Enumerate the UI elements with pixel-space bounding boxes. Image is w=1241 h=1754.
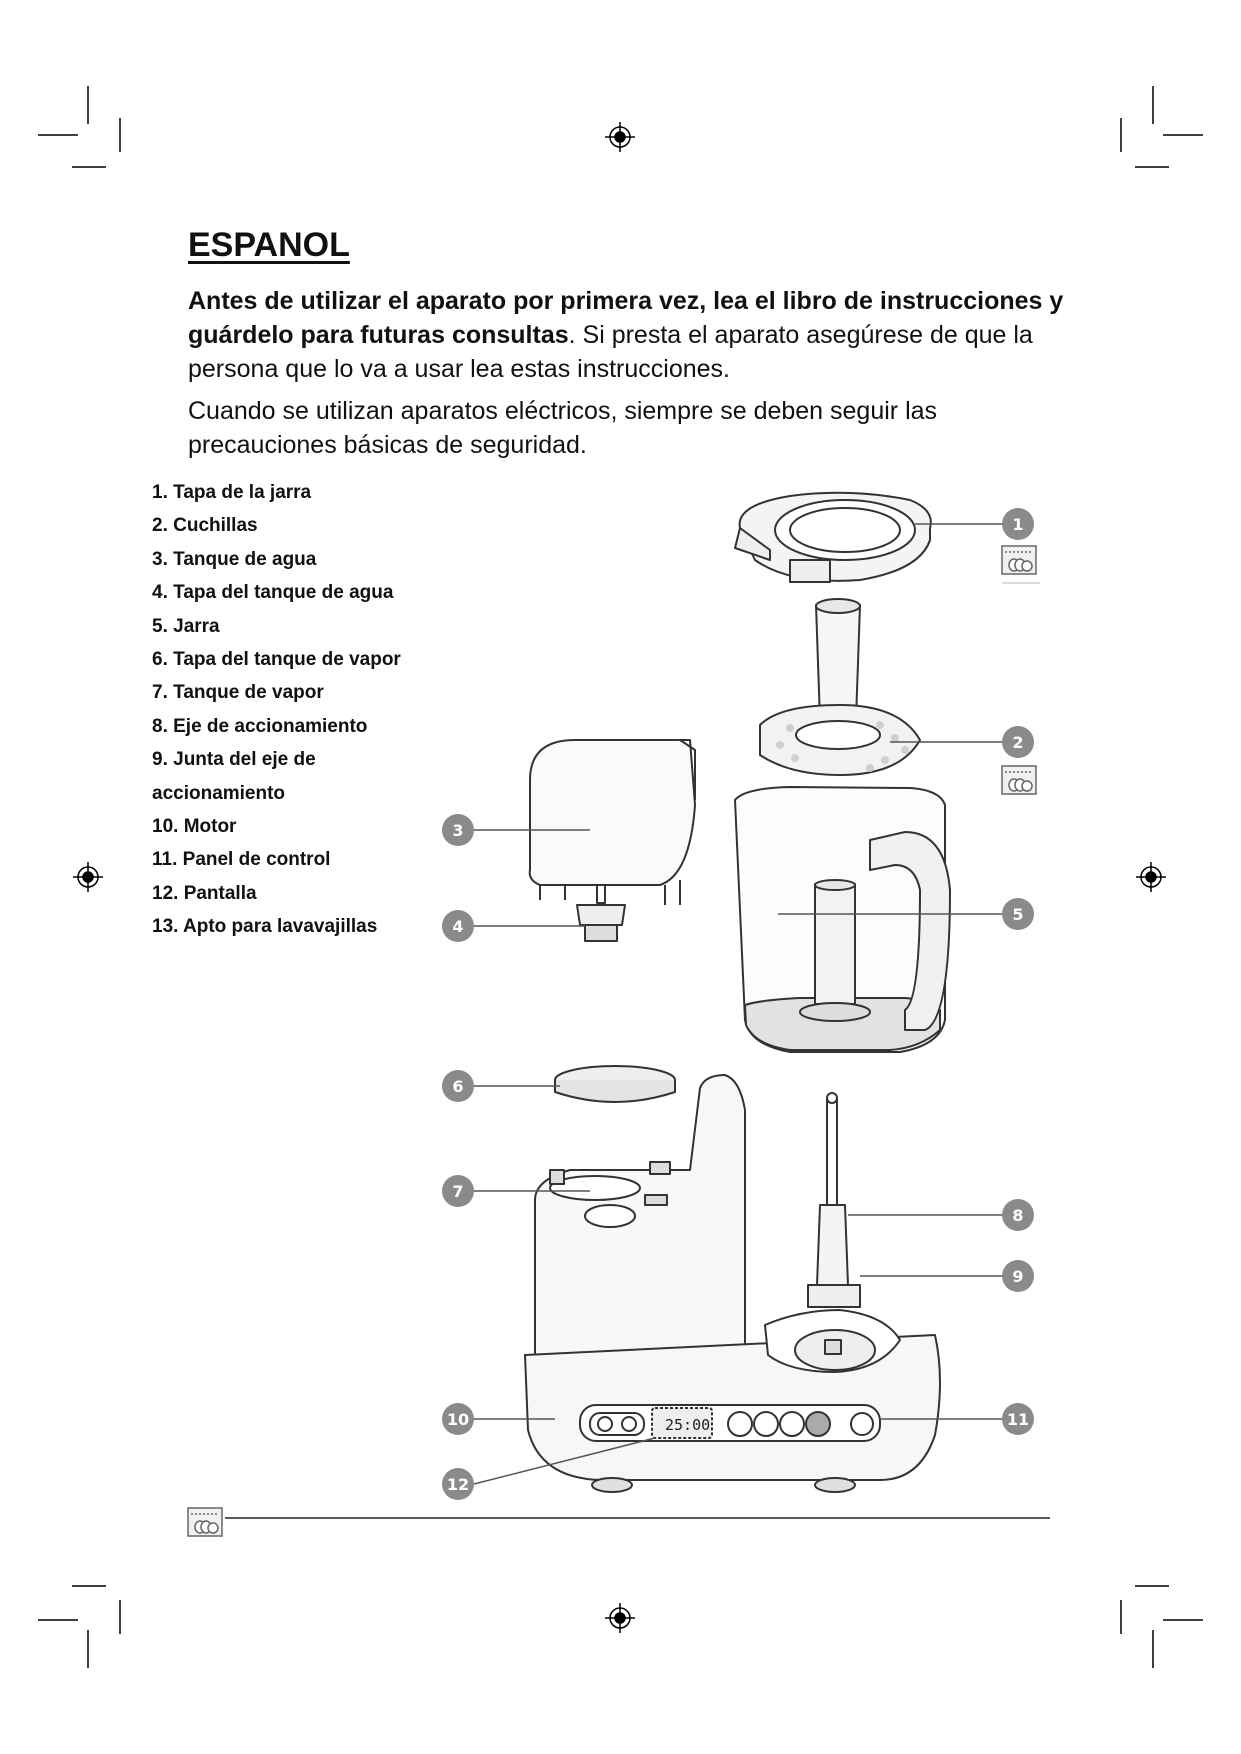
list-item: 1. Tapa de la jarra [152,482,312,503]
callout-6 [442,1070,474,1102]
callout-label: 12 [446,1475,470,1494]
list-item: 9. Junta del eje de accionamiento [152,749,316,804]
steam-tank-lid-illustration [555,1066,675,1102]
callout-3 [442,814,474,846]
callout-label: 11 [1006,1410,1030,1429]
list-item: 5. Jarra [152,615,220,637]
callout-9 [1002,1260,1034,1292]
display-readout: 25:00 [665,1416,711,1434]
callout-12 [442,1468,474,1500]
intro-regular-text: . Si presta el aparato asegúrese de que la persona que lo va a usar lea estas instrucciones. [188,321,1033,383]
list-item: 7. Tanque de vapor [152,682,324,704]
callout-label: 6 [452,1077,464,1096]
callout-10 [442,1403,474,1435]
callout-label: 5 [1012,905,1024,924]
callout-8 [1002,1199,1034,1231]
list-item: 4. Tapa del tanque de agua [152,582,394,604]
water-tank-lid-illustration [577,885,625,941]
callout-label: 10 [446,1410,470,1429]
blade-illustration [760,599,920,775]
drive-shaft-illustration [808,1093,860,1307]
list-item: 6. Tapa del tanque de vapor [152,649,401,671]
callout-label: 4 [452,917,464,936]
callout-5 [1002,898,1034,930]
callout-label: 3 [452,821,464,840]
callout-7 [442,1175,474,1207]
safety-paragraph: Cuando se utilizan aparatos eléctricos, siempre se deben seguir las precauciones básicas de seguridad. [188,397,938,459]
callout-2 [1002,726,1034,758]
callout-11 [1002,1403,1034,1435]
jar-lid-illustration [735,493,931,582]
callout-4 [442,910,474,942]
callout-1 [1002,508,1034,540]
jar-illustration [735,787,950,1052]
callout-label: 8 [1012,1206,1024,1225]
callout-label: 1 [1012,515,1024,534]
intro-bold-text: Antes de utilizar el aparato por primera vez, lea el libro de instrucciones y guárdelo para futuras consultas [188,287,1064,349]
list-item: 8. Eje de accionamiento [152,715,368,737]
water-tank-illustration [530,740,695,905]
list-item: 13. Apto para lavavajillas [152,916,378,938]
callout-label: 7 [452,1182,464,1201]
control-panel-illustration [580,1405,880,1441]
page-title: ESPANOL [188,226,350,264]
list-item: 2. Cuchillas [152,515,258,537]
callout-label: 2 [1012,733,1024,752]
list-item: 12. Pantalla [152,882,257,904]
list-item: 11. Panel de control [152,849,331,871]
list-item: 10. Motor [152,816,237,838]
callout-label: 9 [1012,1267,1024,1286]
list-item: 3. Tanque de agua [152,548,317,570]
